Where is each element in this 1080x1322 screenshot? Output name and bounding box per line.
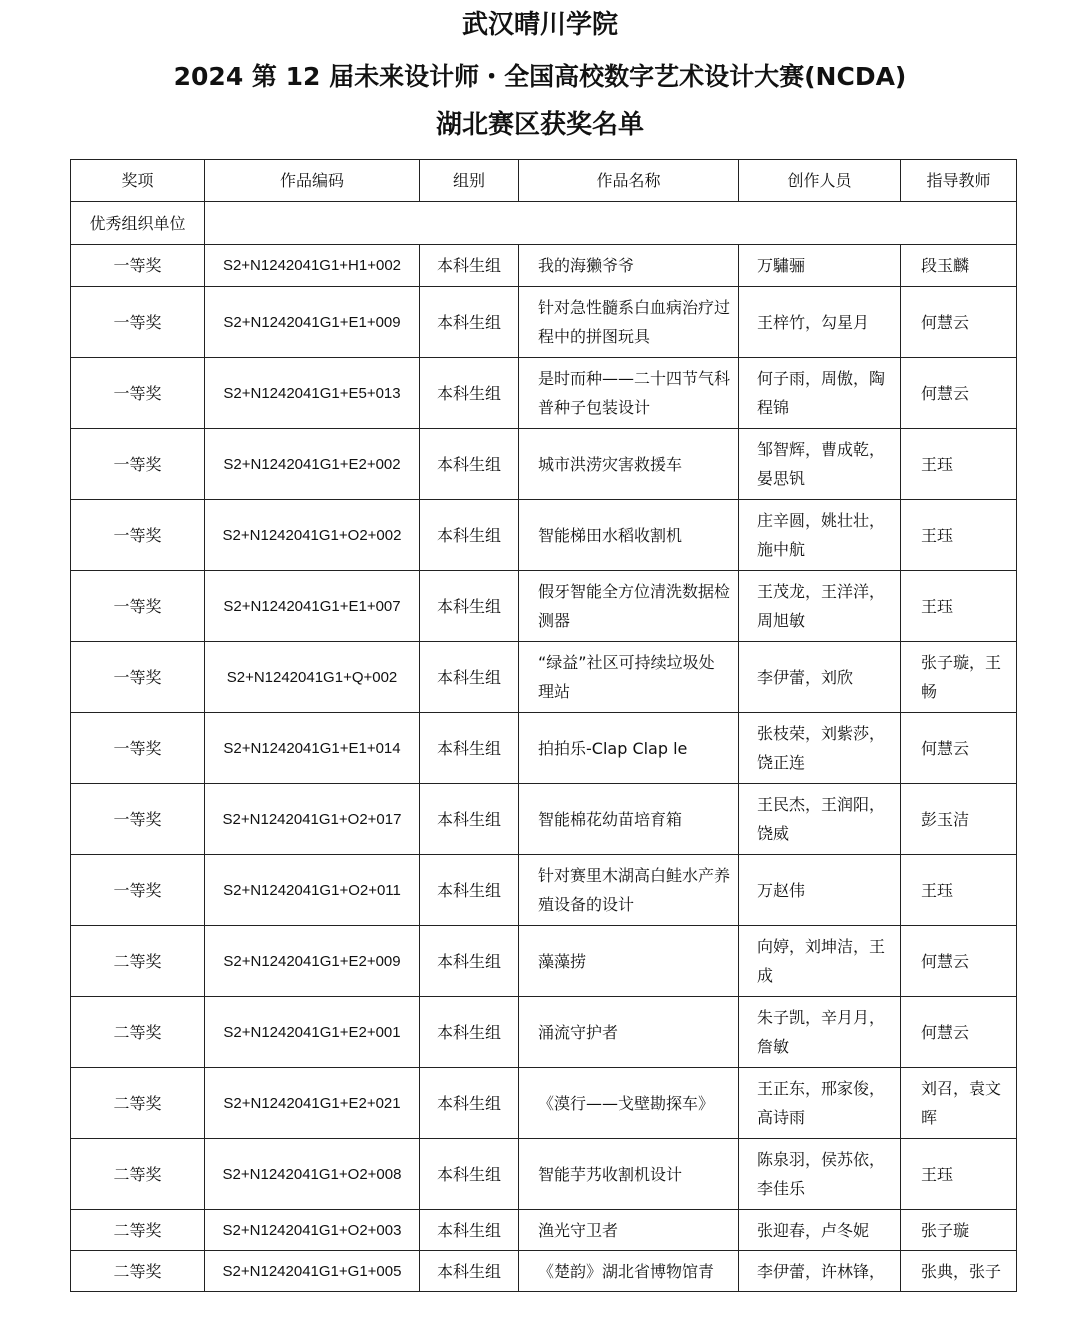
group-cell: 本科生组 (420, 500, 519, 571)
authors-cell: 向婷，刘坤洁，王成 (739, 926, 901, 997)
name-cell: 智能梯田水稻收割机 (519, 500, 739, 571)
authors-cell: 庄辛圆，姚壮壮，施中航 (739, 500, 901, 571)
code-cell: S2+N1242041G1+E2+009 (205, 926, 420, 997)
teacher-cell: 王珏 (901, 571, 1017, 642)
name-cell: 城市洪涝灾害救援车 (519, 429, 739, 500)
group-cell: 本科生组 (420, 997, 519, 1068)
authors-cell: 王茂龙，王洋洋，周旭敏 (739, 571, 901, 642)
name-cell: 涌流守护者 (519, 997, 739, 1068)
teacher-cell: 张子璇，王畅 (901, 642, 1017, 713)
award-cell: 一等奖 (71, 571, 205, 642)
teacher-cell: 张典，张子 (901, 1251, 1017, 1292)
award-cell: 二等奖 (71, 1251, 205, 1292)
code-cell: S2+N1242041G1+O2+011 (205, 855, 420, 926)
group-cell: 本科生组 (420, 429, 519, 500)
teacher-cell: 何慧云 (901, 926, 1017, 997)
school-title: 武汉晴川学院 (461, 10, 618, 40)
table-row (71, 713, 1017, 784)
table-row (71, 287, 1017, 358)
table-row (71, 500, 1017, 571)
teacher-cell: 何慧云 (901, 287, 1017, 358)
header-group: 组别 (420, 160, 519, 202)
award-cell: 一等奖 (71, 784, 205, 855)
authors-cell: 万赵伟 (739, 855, 901, 926)
group-cell: 本科生组 (420, 1068, 519, 1139)
authors-cell: 王正东，邢家俊，高诗雨 (739, 1068, 901, 1139)
teacher-cell: 王珏 (901, 855, 1017, 926)
award-cell: 二等奖 (71, 1139, 205, 1210)
table-header-row (71, 160, 1017, 202)
teacher-cell: 王珏 (901, 429, 1017, 500)
table-row (71, 1210, 1017, 1251)
award-cell: 一等奖 (71, 713, 205, 784)
authors-cell: 李伊蕾，刘欣 (739, 642, 901, 713)
table-row (71, 245, 1017, 287)
teacher-cell: 何慧云 (901, 358, 1017, 429)
name-cell: 《楚韵》湖北省博物馆青 (519, 1251, 739, 1292)
code-cell: S2+N1242041G1+E2+002 (205, 429, 420, 500)
teacher-cell: 王珏 (901, 500, 1017, 571)
name-cell: 拍拍乐-Clap Clap le (519, 713, 739, 784)
name-cell: 渔光守卫者 (519, 1210, 739, 1251)
code-cell: S2+N1242041G1+E1+007 (205, 571, 420, 642)
group-cell: 本科生组 (420, 713, 519, 784)
group-cell: 本科生组 (420, 1210, 519, 1251)
table-row (71, 926, 1017, 997)
org-row (71, 202, 1017, 245)
code-cell: S2+N1242041G1+H1+002 (205, 245, 420, 287)
teacher-cell: 何慧云 (901, 713, 1017, 784)
name-cell: 是时而种——二十四节气科普种子包装设计 (519, 358, 739, 429)
table-row (71, 358, 1017, 429)
table-row (71, 855, 1017, 926)
table-row (71, 642, 1017, 713)
award-cell: 二等奖 (71, 1210, 205, 1251)
competition-title: 2024 第 12 届未来设计师・全国高校数字艺术设计大赛(NCDA) (173, 62, 907, 91)
authors-cell: 王梓竹，勾星月 (739, 287, 901, 358)
teacher-cell: 张子璇 (901, 1210, 1017, 1251)
name-cell: 藻藻捞 (519, 926, 739, 997)
group-cell: 本科生组 (420, 1251, 519, 1292)
authors-cell: 李伊蕾，许林锋， (739, 1251, 901, 1292)
award-cell: 一等奖 (71, 855, 205, 926)
name-cell: 假牙智能全方位清洗数据检测器 (519, 571, 739, 642)
header-award: 奖项 (71, 160, 205, 202)
code-cell: S2+N1242041G1+E2+021 (205, 1068, 420, 1139)
name-cell: 针对赛里木湖高白鲑水产养殖设备的设计 (519, 855, 739, 926)
teacher-cell: 段玉麟 (901, 245, 1017, 287)
group-cell: 本科生组 (420, 855, 519, 926)
group-cell: 本科生组 (420, 926, 519, 997)
code-cell: S2+N1242041G1+O2+002 (205, 500, 420, 571)
teacher-cell: 刘召，袁文晖 (901, 1068, 1017, 1139)
name-cell: 智能芋艿收割机设计 (519, 1139, 739, 1210)
header-code: 作品编码 (205, 160, 420, 202)
code-cell: S2+N1242041G1+G1+005 (205, 1251, 420, 1292)
table-row (71, 997, 1017, 1068)
name-cell: 《漠行——戈壁勘探车》 (519, 1068, 739, 1139)
group-cell: 本科生组 (420, 287, 519, 358)
award-cell: 一等奖 (71, 358, 205, 429)
group-cell: 本科生组 (420, 245, 519, 287)
authors-cell: 王民杰，王润阳，饶威 (739, 784, 901, 855)
authors-cell: 邹智辉，曹成乾，晏思钒 (739, 429, 901, 500)
award-cell: 一等奖 (71, 429, 205, 500)
table-row (71, 1139, 1017, 1210)
award-cell: 一等奖 (71, 642, 205, 713)
authors-cell: 张枝荣，刘紫莎，饶正连 (739, 713, 901, 784)
name-cell: 针对急性髓系白血病治疗过程中的拼图玩具 (519, 287, 739, 358)
table-row (71, 1068, 1017, 1139)
table-row (71, 429, 1017, 500)
award-cell: 一等奖 (71, 245, 205, 287)
table-row (71, 784, 1017, 855)
code-cell: S2+N1242041G1+E2+001 (205, 997, 420, 1068)
group-cell: 本科生组 (420, 358, 519, 429)
group-cell: 本科生组 (420, 642, 519, 713)
authors-cell: 陈泉羽，侯苏依，李佳乐 (739, 1139, 901, 1210)
teacher-cell: 彭玉洁 (901, 784, 1017, 855)
header-teacher: 指导教师 (901, 160, 1017, 202)
award-cell: 一等奖 (71, 287, 205, 358)
award-cell: 二等奖 (71, 997, 205, 1068)
name-cell: 我的海獭爷爷 (519, 245, 739, 287)
org-row-label: 优秀组织单位 (71, 202, 205, 245)
group-cell: 本科生组 (420, 784, 519, 855)
list-title: 湖北赛区获奖名单 (435, 110, 644, 140)
code-cell: S2+N1242041G1+Q+002 (205, 642, 420, 713)
org-row-value (205, 202, 1017, 245)
group-cell: 本科生组 (420, 1139, 519, 1210)
teacher-cell: 王珏 (901, 1139, 1017, 1210)
award-cell: 二等奖 (71, 1068, 205, 1139)
code-cell: S2+N1242041G1+O2+017 (205, 784, 420, 855)
header-authors: 创作人员 (739, 160, 901, 202)
teacher-cell: 何慧云 (901, 997, 1017, 1068)
award-cell: 二等奖 (71, 926, 205, 997)
code-cell: S2+N1242041G1+E1+014 (205, 713, 420, 784)
group-cell: 本科生组 (420, 571, 519, 642)
table-row (71, 1251, 1017, 1292)
table-row (71, 571, 1017, 642)
award-cell: 一等奖 (71, 500, 205, 571)
authors-cell: 万驌骊 (739, 245, 901, 287)
authors-cell: 朱子凯，辛月月，詹敏 (739, 997, 901, 1068)
authors-cell: 张迎春，卢冬妮 (739, 1210, 901, 1251)
name-cell: “绿益”社区可持续垃圾处理站 (519, 642, 739, 713)
header-name: 作品名称 (519, 160, 739, 202)
authors-cell: 何子雨，周傲，陶程锦 (739, 358, 901, 429)
name-cell: 智能棉花幼苗培育箱 (519, 784, 739, 855)
code-cell: S2+N1242041G1+E1+009 (205, 287, 420, 358)
award-table (70, 159, 1017, 1292)
code-cell: S2+N1242041G1+E5+013 (205, 358, 420, 429)
code-cell: S2+N1242041G1+O2+008 (205, 1139, 420, 1210)
code-cell: S2+N1242041G1+O2+003 (205, 1210, 420, 1251)
